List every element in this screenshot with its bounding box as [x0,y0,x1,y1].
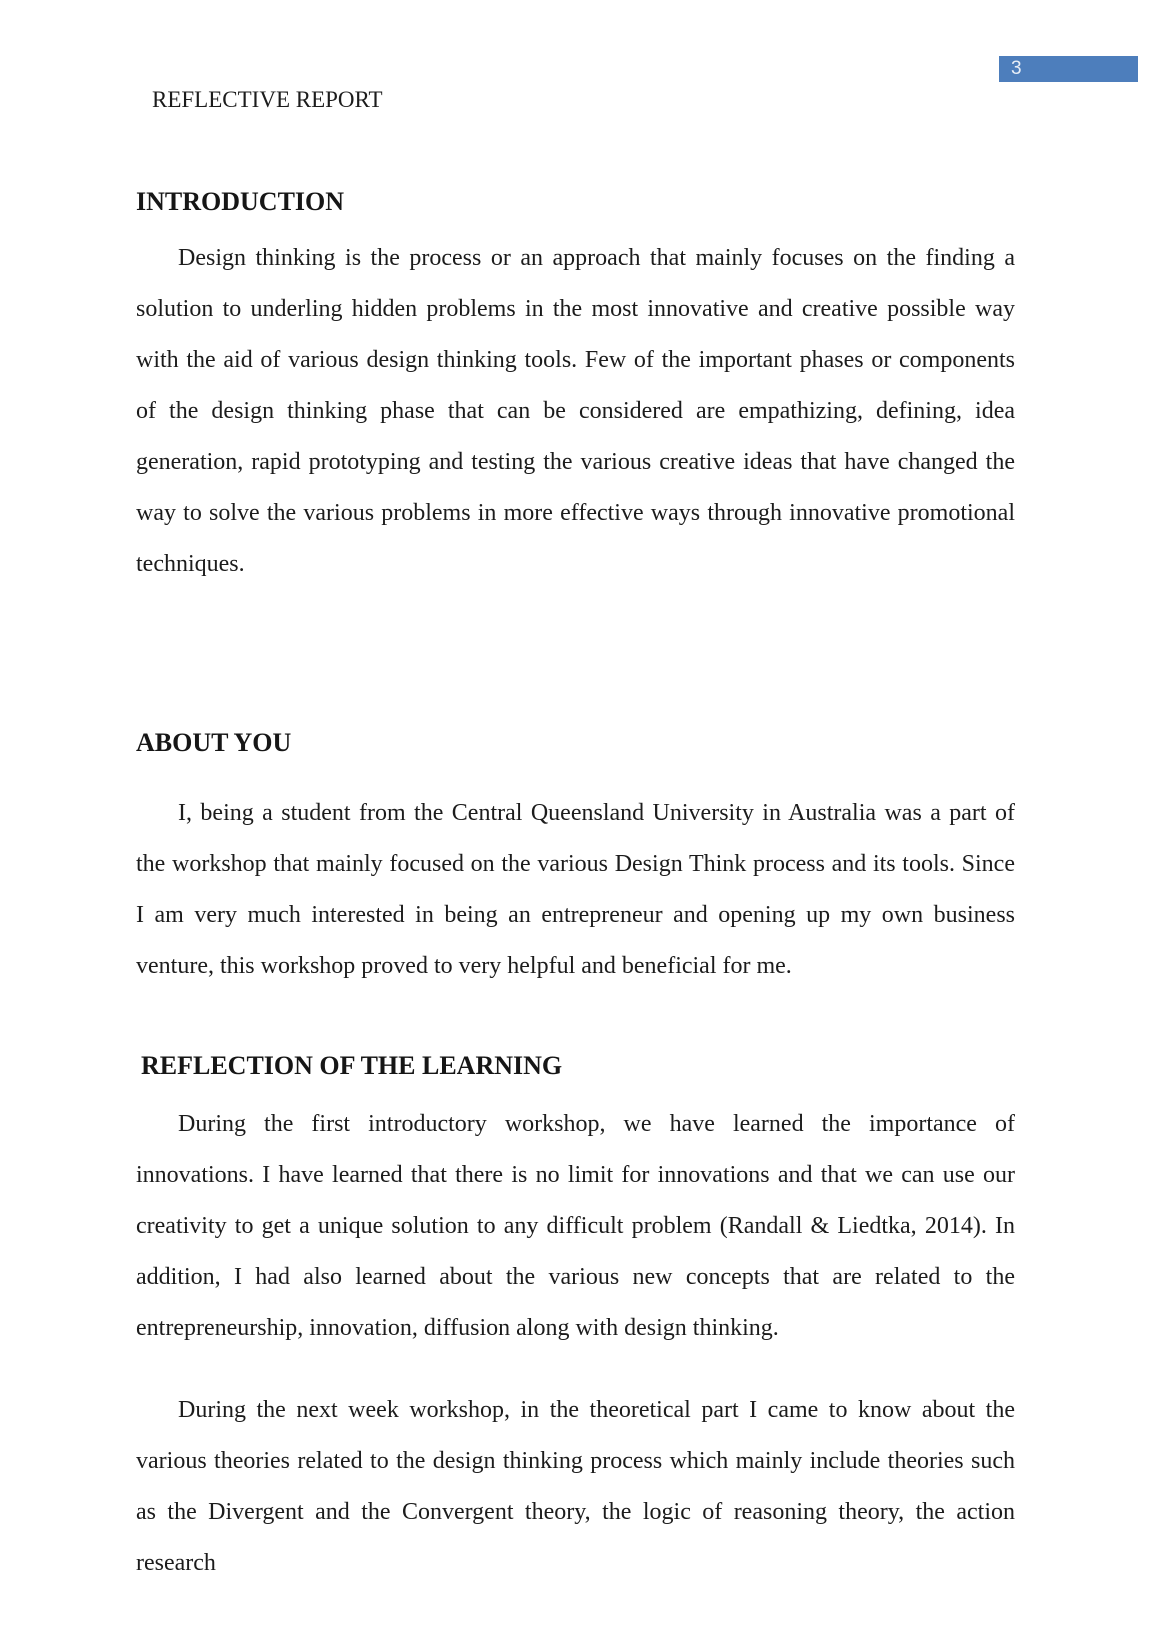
section-heading-introduction: INTRODUCTION [136,187,345,216]
paragraph-reflection-1: During the first introductory workshop, we have learned the importance of innovations. I have learned that there is no limit for innovations and that we can use our creativity to get a unique solution to any difficult problem (Randall & Liedtka, 2014). In addition, I had also learned about the various new concepts that are related to the entrepreneurship, innovation, diffusion along with design thinking. [136,1111,1015,1341]
page-number-badge [999,56,1138,82]
page-number: 3 [1011,58,1022,79]
section-heading-about-you: ABOUT YOU [136,728,292,757]
paragraph-reflection-2: During the next week workshop, in the theoretical part I came to know about the various theories related to the design thinking process which mainly include theories such as the Divergent and the Convergent theory, the logic of reasoning theory, the action research [136,1397,1015,1576]
paragraph-introduction: Design thinking is the process or an approach that mainly focuses on the finding a solution to underling hidden problems in the most innovative and creative possible way with the aid of various design thinking tools. Few of the important phases or components of the design thinking phase that can be considered are empathizing, defining, idea generation, rapid prototyping and testing the various creative ideas that have changed the way to solve the various problems in more effective ways through innovative promotional techniques. [136,245,1015,577]
section-heading-reflection-of-the-learning: REFLECTION OF THE LEARNING [141,1051,563,1080]
paragraph-about-you: I, being a student from the Central Queensland University in Australia was a part of the workshop that mainly focused on the various Design Think process and its tools. Since I am very much interested in being an entrepreneur and opening up my own business venture, this workshop proved to very helpful and beneficial for me. [136,800,1015,979]
running-header: REFLECTIVE REPORT [152,87,383,112]
